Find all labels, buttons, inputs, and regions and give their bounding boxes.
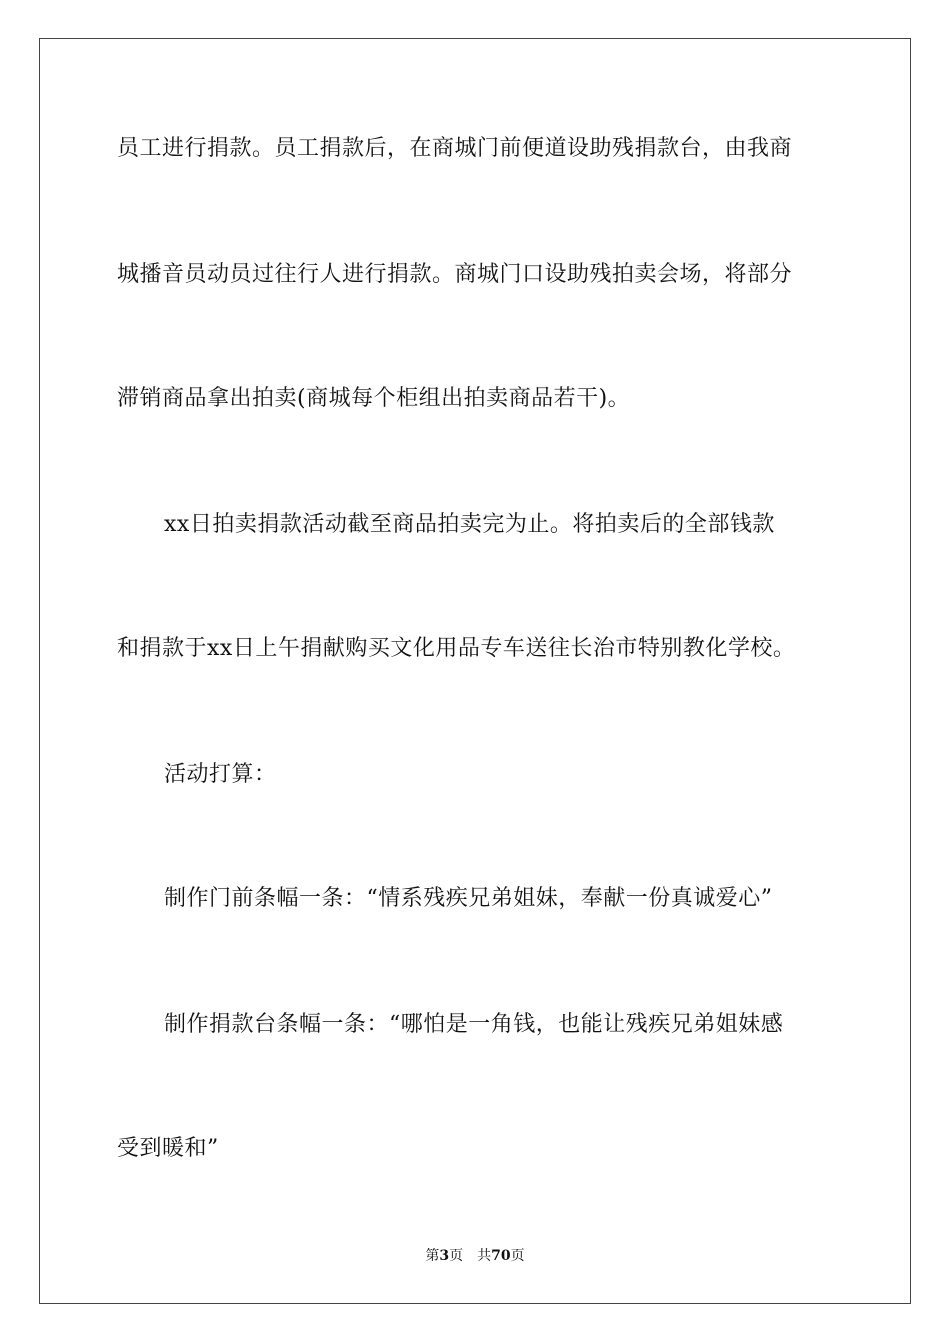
page-suffix: 页: [449, 1248, 464, 1264]
page-footer: [0, 1247, 950, 1265]
body-line-1: 员工进行捐款。员工捐款后，在商城门前便道设助残捐款台，由我商: [117, 136, 793, 161]
total-pages: 70: [491, 1248, 511, 1264]
section-heading-plan: 活动打算：: [164, 762, 277, 787]
page-number: 3: [439, 1248, 450, 1264]
body-line-8: 制作捐款台条幅一条：“哪怕是一角钱，也能让残疾兄弟姐妹感: [164, 1012, 784, 1037]
page-prefix: 第: [425, 1248, 440, 1264]
total-prefix: 共: [477, 1248, 492, 1264]
body-line-5: 和捐款于xx日上午捐献购买文化用品专车送往长治市特别教化学校。: [117, 636, 796, 661]
body-line-9: 受到暖和”: [117, 1136, 219, 1161]
body-line-3: 滞销商品拿出拍卖(商城每个柜组出拍卖商品若干)。: [117, 386, 631, 411]
total-suffix: 页: [510, 1248, 525, 1264]
body-line-4: xx日拍卖捐款活动截至商品拍卖完为止。将拍卖后的全部钱款: [164, 512, 775, 537]
body-line-2: 城播音员动员过往行人进行捐款。商城门口设助残拍卖会场，将部分: [117, 262, 793, 287]
body-line-7: 制作门前条幅一条：“情系残疾兄弟姐妹，奉献一份真诚爱心”: [164, 886, 773, 911]
page-frame: [39, 38, 911, 1304]
